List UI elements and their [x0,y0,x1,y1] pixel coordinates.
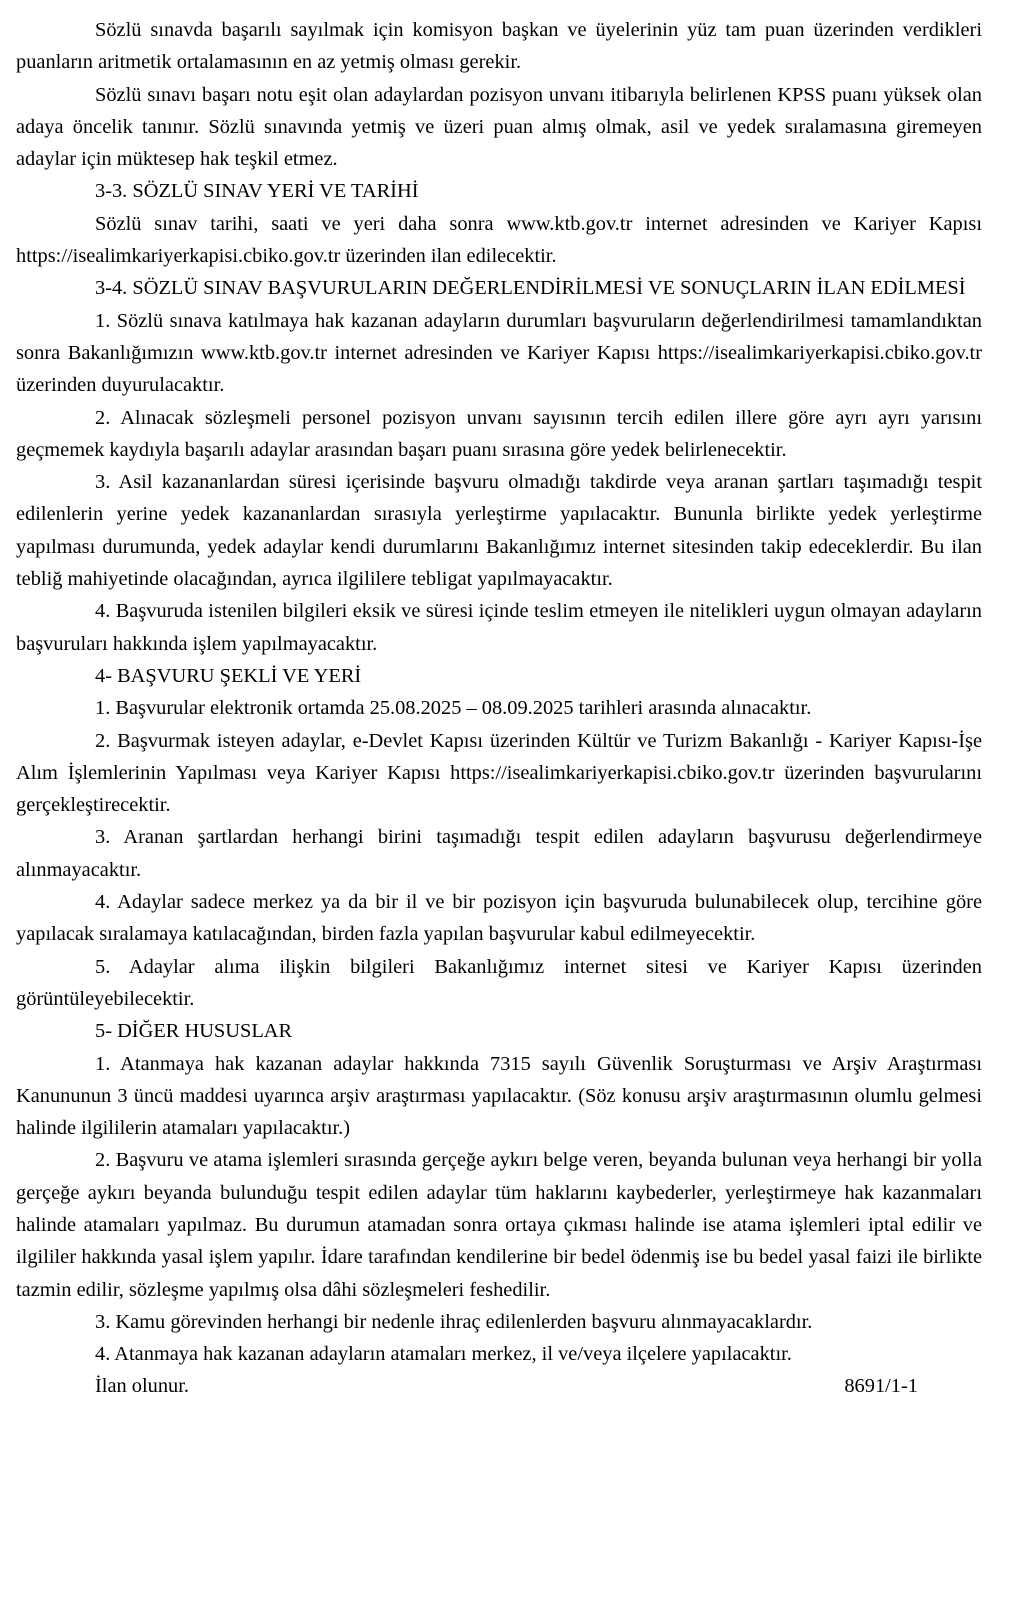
heading-4: 4- BAŞVURU ŞEKLİ VE YERİ [95,664,362,687]
item-3-4-3: 3. Asil kazananlardan süresi içerisinde başvuru olmadığı takdirde veya aranan şartları taşımadığı tespit edilenlerin yerine yedek kazananlardan sırasıyla yerleştirme yapılacaktır. Bununla birlikte yedek yerleştirme yapılması durumunda, yedek adaylar kendi durumlarını Bakanlığımız internet sitesinden takip edeceklerdir. Bu ilan tebliğ mahiyetinde olacağından, ayrıca ilgililere tebligat yapılmayacaktır. [16,471,982,591]
reference-number: 8691/1-1 [844,1375,918,1398]
item-3-4-2: 2. Alınacak sözleşmeli personel pozisyon unvanı sayısının tercih edilen illere göre ayrı ayrı yarısını geçmemek kaydıyla başarılı adaylar arasından başarı puanı sırasına göre yedek belirlenecektir. [16,406,982,461]
item-4-3: 3. Aranan şartlardan herhangi birini taşımadığı tespit edilen adayların başvurusu değerlendirmeye alınmayacaktır. [16,826,982,881]
item-3-4-1: 1. Sözlü sınava katılmaya hak kazanan adayların durumları başvuruların değerlendirilmesi tamamlandıktan sonra Bakanlığımızın www.ktb.gov.tr internet adresinden ve Kariyer Kapısı https://isealimkariyerkapisi.cbiko.gov.tr üzerinden duyurulacaktır. [16,309,982,397]
paragraph-exam-place-date: Sözlü sınav tarihi, saati ve yeri daha sonra www.ktb.gov.tr internet adresinden ve Kariyer Kapısı https://isealimkariyerkapisi.cbiko.gov.tr üzerinden ilan edilecektir. [16,212,982,268]
closing-text: İlan olunur. [95,1375,190,1398]
item-5-2: 2. Başvuru ve atama işlemleri sırasında gerçeğe aykırı belge veren, beyanda bulunan veya herhangi bir yolla gerçeğe aykırı beyanda bulunduğu tespit edilen adaylar tüm haklarını kaybederler, yerleştirmeye hak kazanmaları halinde atamaları yapılmaz. Bu durumun atamadan sonra ortaya çıkması halinde ise atama işlemleri iptal edilir ve ilgililer hakkında yasal işlem yapılır. İdare tarafından kendilerine bir bedel ödenmiş ise bu bedel yasal faizi ile birlikte tazmin edilir, sözleşme yapılmış olsa dâhi sözleşmeleri feshedilir. [16,1149,982,1301]
document-page [16,14,982,1403]
item-5-4: 4. Atanmaya hak kazanan adayların atamaları merkez, il ve/veya ilçelere yapılacaktır. [95,1343,792,1366]
item-5-1: 1. Atanmaya hak kazanan adaylar hakkında 7315 sayılı Güvenlik Soruşturması ve Arşiv Araştırması Kanununun 3 üncü maddesi uyarınca arşiv araştırması yapılacaktır. (Söz konusu arşiv araştırmasının olumlu gelmesi halinde ilgililerin atamaları yapılacaktır.) [16,1052,982,1140]
paragraph-oral-exam-pass: Sözlü sınavda başarılı sayılmak için komisyon başkan ve üyelerinin yüz tam puan üzerinden verdikleri puanların aritmetik ortalamasının en az yetmiş olması gerekir. [16,19,982,74]
item-5-3: 3. Kamu görevinden herhangi bir nedenle ihraç edilenlerden başvuru alınmayacaklardır. [95,1310,813,1333]
heading-5: 5- DİĞER HUSUSLAR [95,1020,293,1043]
item-3-4-4: 4. Başvuruda istenilen bilgileri eksik ve süresi içinde teslim etmeyen ile nitelikleri uygun olmayan adayların başvuruları hakkında işlem yapılmayacaktır. [16,600,982,655]
item-4-1: 1. Başvurular elektronik ortamda 25.08.2025 – 08.09.2025 tarihleri arasında alınacaktır. [95,697,812,720]
paragraph-tie-break: Sözlü sınavı başarı notu eşit olan adaylardan pozisyon unvanı itibarıyla belirlenen KPSS puanı yüksek olan adaya öncelik tanınır. Sözlü sınavında yetmiş ve üzeri puan almış olmak, asil ve yedek sıralamasına giremeyen adaylar için müktesep hak teşkil etmez. [16,83,982,171]
document-footer [16,1370,918,1402]
heading-3-3: 3-3. SÖZLÜ SINAV YERİ VE TARİHİ [95,180,419,203]
heading-3-4: 3-4. SÖZLÜ SINAV BAŞVURULARIN DEĞERLENDİRİLMESİ VE SONUÇLARIN İLAN EDİLMESİ [95,277,966,300]
item-4-5: 5. Adaylar alıma ilişkin bilgileri Bakanlığımız internet sitesi ve Kariyer Kapısı üzerinden görüntüleyebilecektir. [16,955,982,1010]
item-4-2: 2. Başvurmak isteyen adaylar, e-Devlet Kapısı üzerinden Kültür ve Turizm Bakanlığı - Kariyer Kapısı-İşe Alım İşlemlerinin Yapılması veya Kariyer Kapısı https://isealimkariyerkapisi.cbiko.gov.tr üzerinden başvurularını gerçekleştirecektir. [16,729,982,817]
item-4-4: 4. Adaylar sadece merkez ya da bir il ve bir pozisyon için başvuruda bulunabilecek olup, tercihine göre yapılacak sıralamaya katılacağından, birden fazla yapılan başvurular kabul edilmeyecektir. [16,891,982,946]
